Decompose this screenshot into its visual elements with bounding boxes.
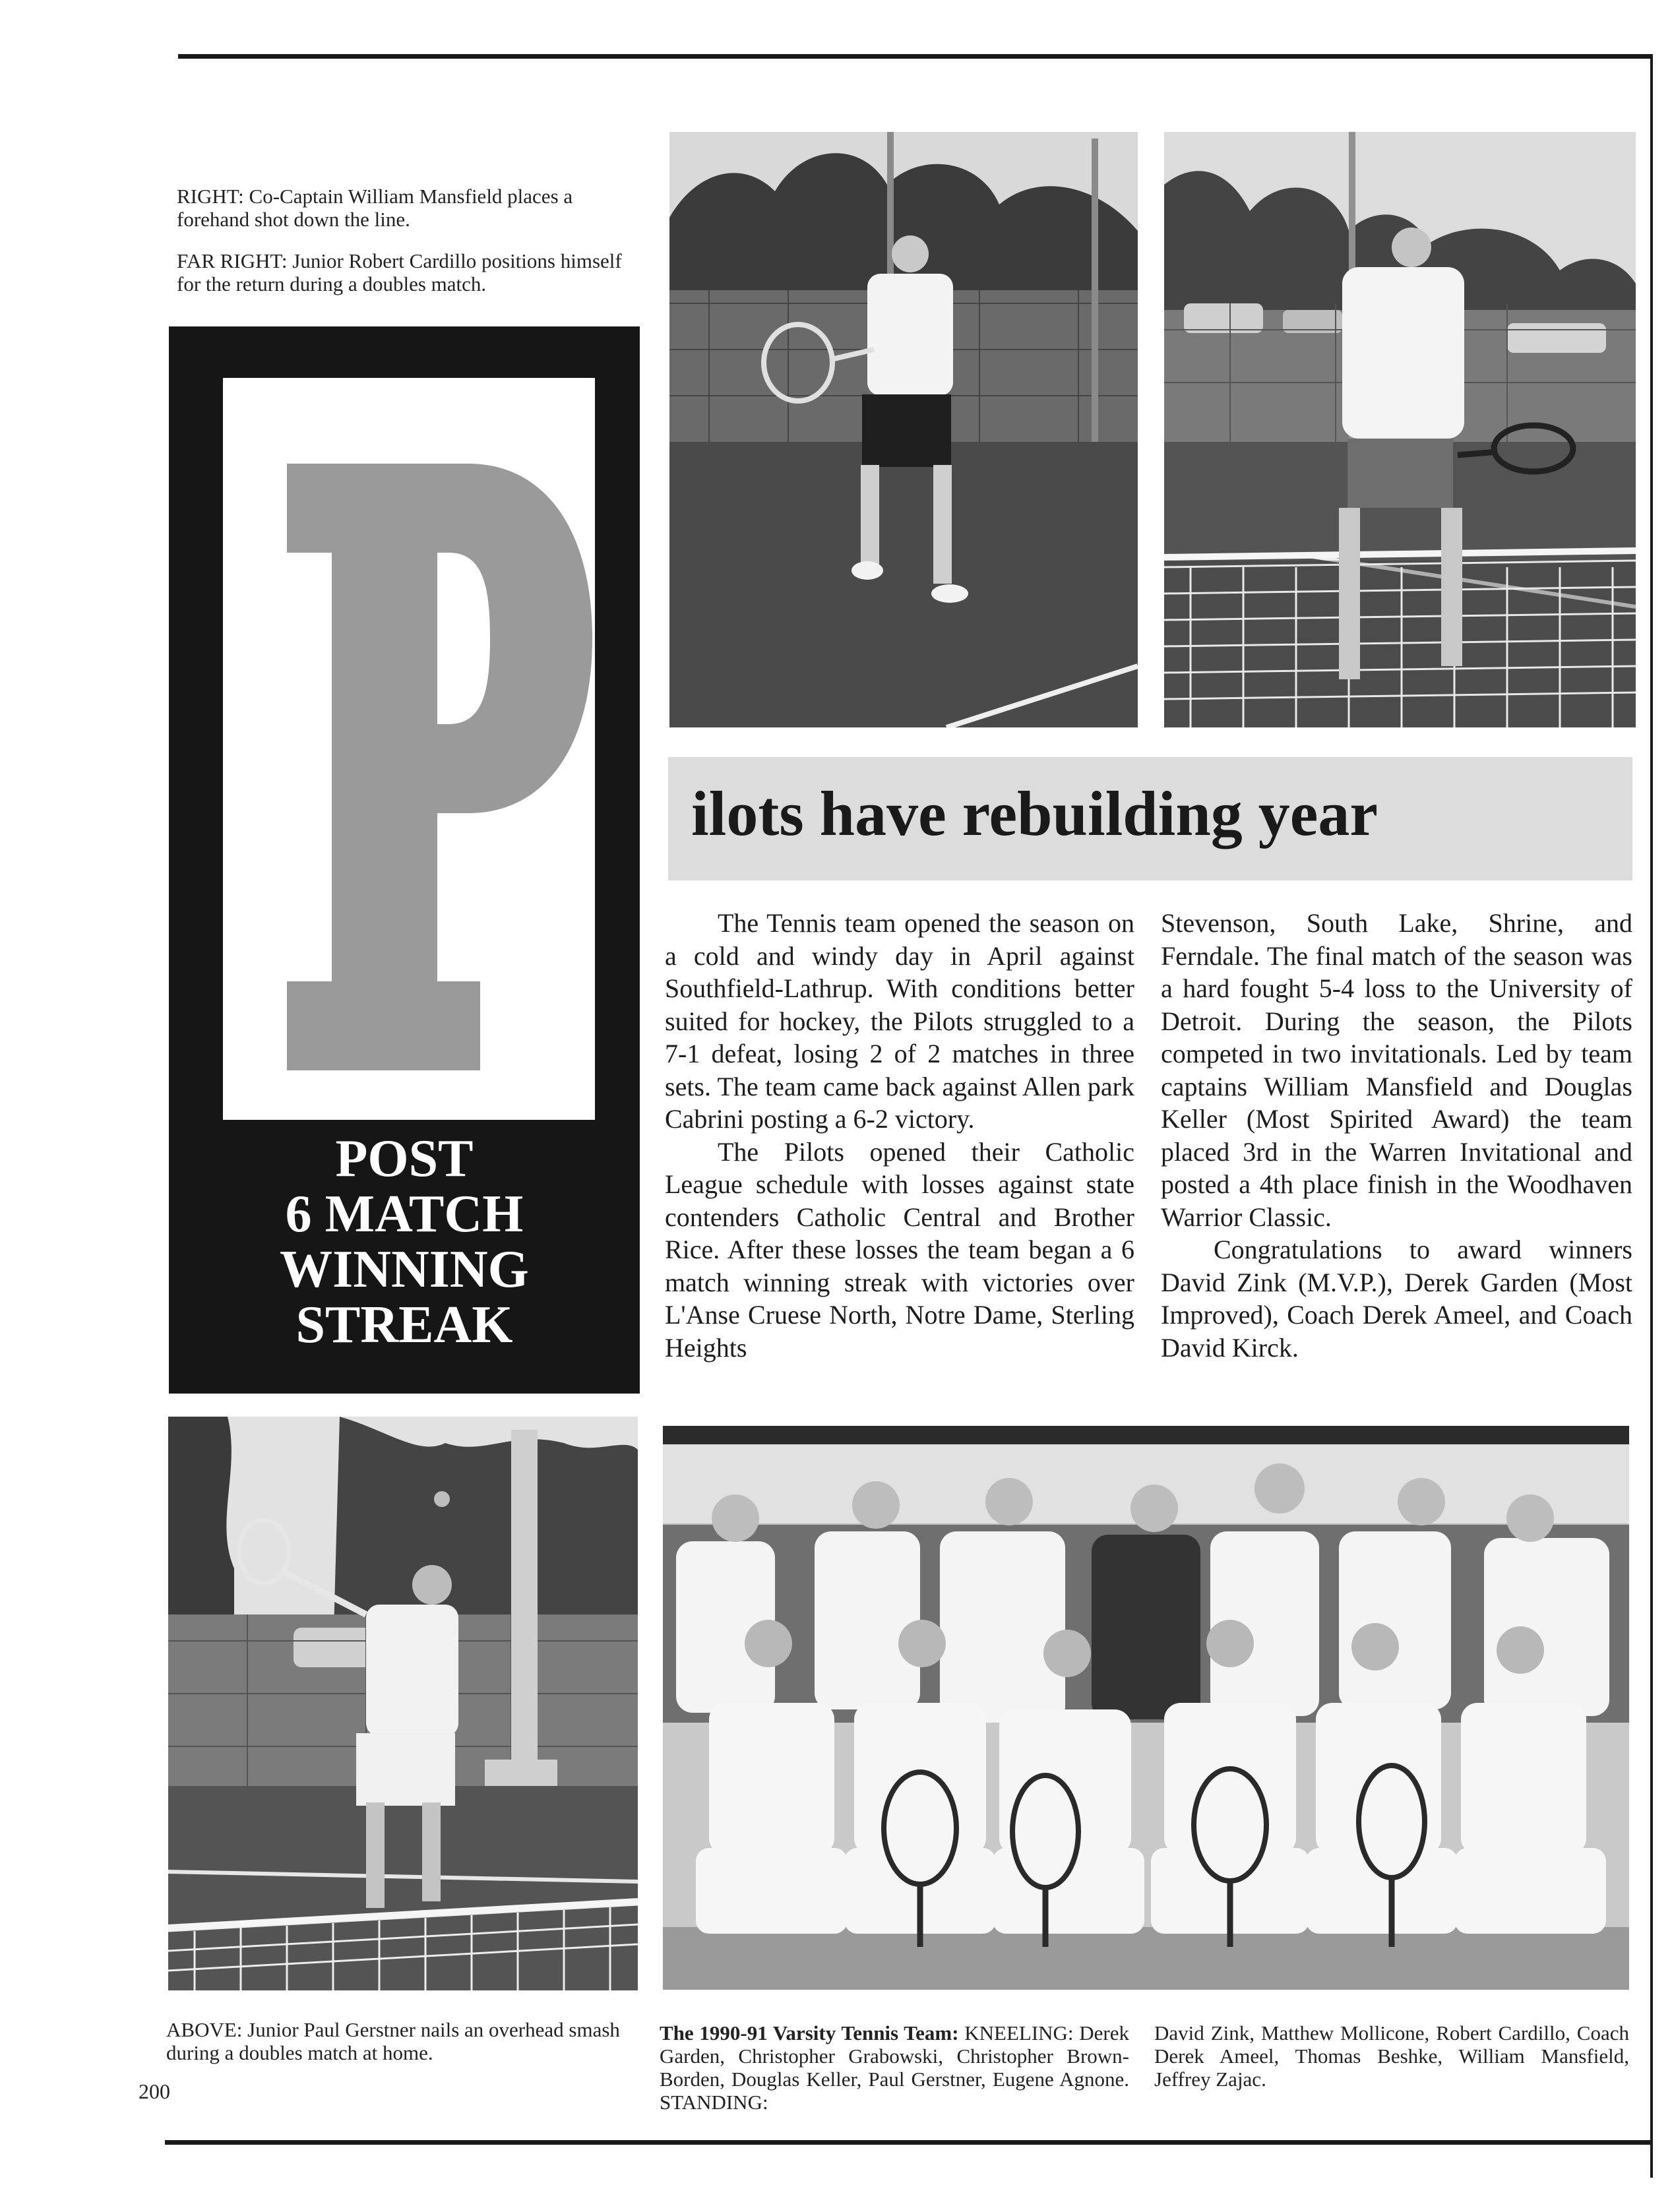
article-paragraph-4: Congratulations to award winners David Zink (M.V.P.), Derek Garden (Most Improved), Coach Derek Ameel, and Coach David Kirck. (1161, 1235, 1632, 1363)
caption-right: RIGHT: Co-Captain William Mansfield places a forehand shot down the line. (177, 185, 573, 231)
article-column-1 (665, 907, 1134, 1364)
photo-team-image (663, 1426, 1629, 1990)
photo-return (1164, 132, 1636, 727)
article-paragraph-1: The Tennis team opened the season on a cold and windy day in April against Southfield-Lathrup. With conditions better suited for hockey, the Pilots struggled to a 7-1 defeat, losing 2 of 2 matches in three sets. The team came back against Allen park Cabrini posting a 6-2 victory. (665, 908, 1134, 1134)
team-caption-col-1 (660, 2021, 1129, 2114)
photo-team (663, 1426, 1629, 1990)
caption-above: ABOVE: Junior Paul Gerstner nails an overhead smash during a doubles match at home. (166, 2018, 620, 2064)
drop-cap-panel (223, 378, 595, 1120)
page-number: 200 (139, 2079, 170, 2103)
article-paragraph-3: Stevenson, South Lake, Shrine, and Ferndale. The final match of the season was a hard fought 5-4 loss to the University of Detroit. During the season, the Pilots competed in two invitationals. Led by team captains William Mansfield and Douglas Keller (Most Spirited Award) the team placed 3rd in the Warren Invitational and posted a 4th place finish in the Woodhaven Warrior Classic. (1161, 908, 1632, 1232)
caption-far-right: FAR RIGHT: Junior Robert Cardillo positions himself for the return during a doubles match. (177, 249, 622, 295)
article-paragraph-2: The Pilots opened their Catholic League schedule with losses against state contenders Catholic Central and Brother Rice. After these losses the team began a 6 match winning streak with victories over L'Anse Cruese North, Notre Dame, Sterling Heights (665, 1136, 1134, 1363)
team-caption-title: The 1990-91 Varsity Tennis Team: (660, 2021, 959, 2044)
streak-line-2: 6 MATCH (285, 1185, 524, 1243)
photo-forehand (669, 132, 1138, 727)
photo-overhead-smash (168, 1417, 638, 1990)
team-caption-names-1: KNEELING: Derek Garden, Christopher Grabowski, Christopher Brown-Borden, Douglas Keller, Paul Gerstner, Eugene Agnone. STANDING: (660, 2021, 1129, 2114)
top-captions (177, 185, 648, 314)
right-edge-rule (1650, 54, 1653, 2178)
article-column-2 (1161, 907, 1632, 1364)
headline: ilots have rebuilding year (691, 778, 1378, 849)
sidebar-box (169, 326, 640, 1394)
streak-line-1: POST (335, 1130, 474, 1188)
photo-return-image (1164, 132, 1636, 727)
photo-overhead-smash-image (168, 1417, 638, 1990)
photo-forehand-image (669, 132, 1138, 727)
team-caption-col-2: David Zink, Matthew Mollicone, Robert Cardillo, Coach Derek Ameel, Thomas Beshke, William Mansfield, Jeffrey Zajac. (1154, 2021, 1629, 2091)
drop-cap-letter (223, 378, 595, 1120)
streak-text (169, 1131, 640, 1353)
streak-line-4: STREAK (295, 1296, 513, 1354)
streak-line-3: WINNING (280, 1241, 529, 1299)
headline-box (668, 757, 1632, 880)
bottom-rule (165, 2140, 1652, 2145)
top-rule (178, 54, 1652, 59)
